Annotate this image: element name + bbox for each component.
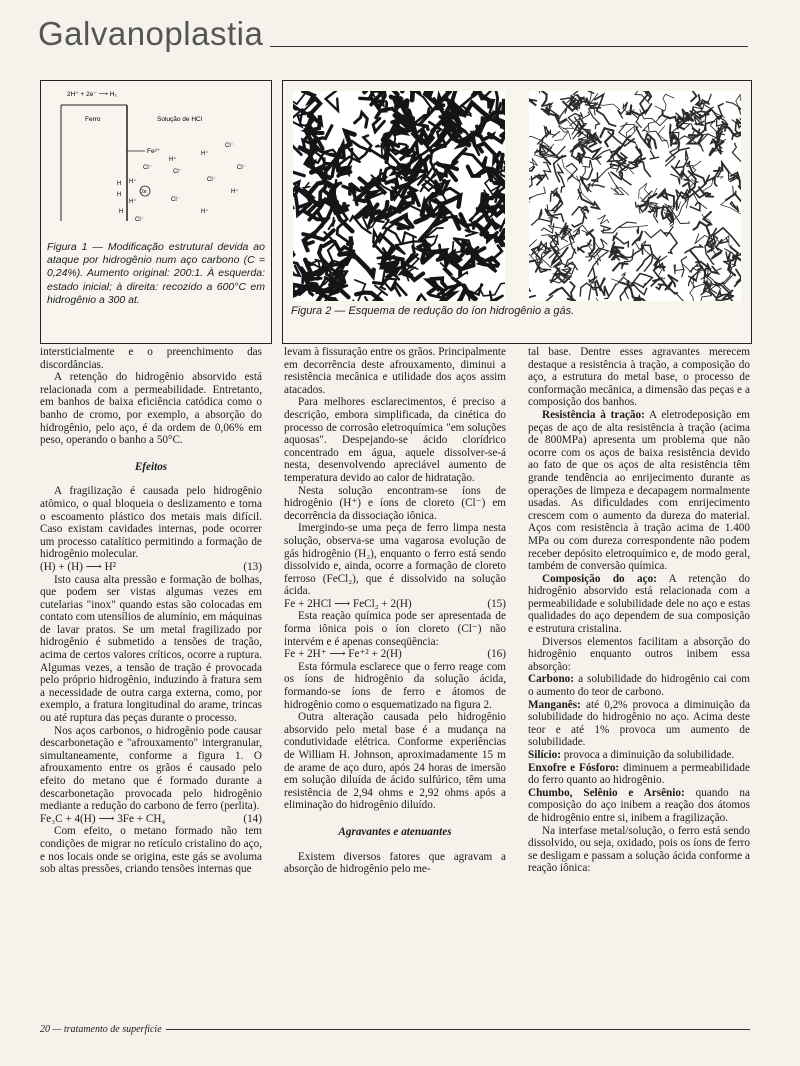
equation-number: (13) — [243, 560, 262, 573]
subheading: Composição do aço: — [542, 572, 657, 585]
cl-minus-2: Cl⁻ — [143, 165, 152, 171]
section-title: Galvanoplastia — [38, 15, 264, 52]
paragraph: Existem diversos fatores que agravam a absorção de hidrogênio pelo me- — [284, 850, 506, 876]
equation-15 — [284, 598, 506, 611]
grain-boundary — [352, 141, 382, 157]
grain-boundary — [355, 113, 368, 128]
grain-boundary — [454, 214, 466, 229]
paragraph: Para melhores esclarecimentos, é preciso a descrição, embora simplificada, da cinética do processo de corrosão eletroquímica "em soluções aquosas". Despejando-se ácido clorídrico concentrado em água, aquele dissolver-se-á nesta, desenvolvendo apreciável aumento de temperatura devido ao calor de hidratação. — [284, 396, 506, 484]
paragraph: A retenção do hidrogênio absorvido está relacionada com a permeabilidade. Entretanto, em banhos de baixa eficiência catódica como o banho de cromo, por exemplo, a absorção do hidrogênio, pelo aço, é da ordem de 0,06% em peso, operando o banho a 50°C. — [40, 371, 262, 447]
paragraph: levam à fissuração entre os grãos. Principalmente em decorrência deste afrouxamento, diminui a resistência mecânica e utilidade dos aços assim atacados. — [284, 346, 506, 396]
paragraph: Diversos elementos facilitam a absorção do hidrogênio enquanto outros inibem essa absorção: — [528, 635, 750, 673]
paragraph-text: A retenção do hidrogênio absorvido está relacionada com a permeabilidade e solubilidade dele no aço e estas qualidades do aço dependem de sua composição e estrutura cristalina. — [528, 572, 750, 636]
element-text: provoca a diminuição da solubilidade. — [560, 749, 735, 761]
page-footer — [40, 1024, 750, 1035]
h-atom-1: H — [117, 181, 122, 187]
grain-boundary — [562, 159, 573, 182]
footer-rule — [166, 1029, 750, 1030]
grain-boundary — [329, 218, 335, 229]
fe-ion-label: Fe²⁺ — [147, 148, 161, 155]
h-atom-3: H — [119, 209, 124, 215]
grain-boundary — [690, 281, 695, 301]
grain-boundary — [598, 215, 609, 224]
cl-minus-3: Cl⁻ — [173, 169, 182, 175]
equation-text: Fe₃C + 4(H) ⟶ 3Fe + CH₄ — [40, 812, 166, 825]
cl-minus-4: Cl⁻ — [237, 165, 246, 171]
grain-boundary — [536, 262, 547, 272]
text-column-3 — [528, 346, 750, 875]
figure-1-caption: Figura 1 — Modificação estrutural devida ao ataque por hidrogênio num aço carbono (C = 0,24%). Aumento original: 200:1. À esquerda: estado inicial; à direita: recozido a 600°C em hidrogênio a 300 at. — [47, 241, 265, 306]
equation-number: (16) — [487, 648, 506, 661]
grain-boundary — [529, 97, 536, 106]
grain-boundary — [452, 149, 466, 166]
grain-boundary — [489, 131, 505, 142]
h-plus-2: H⁺ — [201, 151, 209, 157]
h-plus-3: H⁺ — [129, 179, 137, 185]
grain-boundary — [504, 99, 505, 121]
element-entry-enxofre-fosforo — [528, 762, 750, 787]
grain-boundary — [618, 102, 628, 118]
subheading: Resistência à tração: — [542, 408, 645, 421]
grain-boundary — [481, 270, 505, 296]
grain-boundary — [373, 118, 384, 131]
grain-boundary — [559, 256, 576, 274]
element-text: quando na composição do aço inibem a reação dos átomos de hidrogênio entre si, inibem a fragilização. — [528, 786, 750, 824]
grain-boundary — [530, 158, 538, 166]
grain-boundary — [573, 91, 593, 95]
figure-1-box — [40, 80, 272, 344]
page-header — [38, 14, 748, 54]
h-plus-4: H⁺ — [129, 199, 137, 205]
grain-boundary — [529, 274, 530, 294]
grain-boundary — [601, 226, 611, 232]
paragraph: Esta reação química pode ser apresentada de forma iônica pois o íon cloreto (Cl⁻) não intervém e é apenas conseqüência: — [284, 610, 506, 648]
element-name: Chumbo, Selênio e Arsênio: — [528, 786, 685, 799]
cl-minus-1: Cl⁻ — [225, 143, 234, 149]
equation-text: (H) + (H) ⟶ H² — [40, 560, 117, 573]
paragraph: Na interfase metal/solução, o ferro está sendo dissolvido, ou seja, oxidado, pois os íons de ferro se desligam e passam a solução ácida conforme a reação iônica: — [528, 824, 750, 875]
grain-boundary — [408, 91, 418, 100]
text-column-2 — [284, 346, 506, 876]
grain-boundary — [393, 216, 412, 229]
figure-2-box — [282, 80, 752, 344]
grain-boundary — [490, 292, 504, 301]
grain-boundary — [591, 173, 598, 182]
grain-boundary — [726, 102, 741, 114]
grain-boundary — [583, 160, 593, 169]
grain-boundary — [581, 169, 592, 180]
micrograph-annealed — [529, 91, 741, 301]
h-plus-6: H⁺ — [201, 209, 209, 215]
paragraph: Imergindo-se uma peça de ferro limpa nesta solução, observa-se uma vagarosa evolução de gás hidrogênio (H₂), enquanto o ferro está sendo dissolvido e, ainda, ocorre a formação de cloreto ferroso (FeCl₂), que é dissolvido na solução ácida. — [284, 522, 506, 598]
grain-boundary — [537, 91, 547, 106]
grain-boundary — [655, 94, 674, 111]
grain-boundary — [735, 270, 741, 287]
grain-boundary — [353, 280, 365, 301]
grain-boundary — [657, 190, 674, 206]
figure-2-caption: Figura 2 — Esquema de redução do íon hidrogênio a gás. — [291, 305, 575, 317]
element-entry-carbono — [528, 673, 750, 698]
paragraph: Isto causa alta pressão e formação de bolhas, que podem ser vistas algumas vezes em cutelarias "inox" quando estas são colocadas em contato com utensílios de alumínio, em máquinas de lavar pratos. Se um metal fragilizado por hidrogênio é submetido a tensões de tração, acima de certos valores críticos, ocorre a ruptura. Algumas vezes, a tensão de tração é provocada pelo próprio hidrogênio, induzindo à fratura sem a necessidade de outra carga externa, como, por exemplo, a fratura longitudinal do arame, trincas ou até ruptura das peças durante o processo. — [40, 573, 262, 725]
grain-boundary — [672, 166, 690, 180]
grain-boundary — [326, 91, 338, 111]
grain-boundary — [650, 151, 659, 159]
element-entry-chumbo-selenio-arsenio — [528, 787, 750, 825]
cl-minus-5: Cl⁻ — [207, 177, 216, 183]
grain-boundary — [666, 143, 680, 166]
paragraph — [528, 409, 750, 573]
grain-boundary — [620, 226, 648, 228]
element-entry-silicio — [528, 749, 750, 762]
element-text: a solubilidade do hidrogênio cai com o aumento do teor de carbono. — [528, 673, 750, 699]
grain-boundary — [414, 295, 425, 301]
grain-boundary — [572, 206, 589, 218]
equation-14 — [40, 813, 262, 826]
grain-boundary — [713, 228, 739, 246]
grain-boundary — [645, 227, 673, 238]
cl-minus-7: Cl⁻ — [135, 217, 144, 223]
grain-boundary — [613, 233, 628, 247]
equation-16 — [284, 648, 506, 661]
element-name: Carbono: — [528, 673, 574, 686]
equation-number: (14) — [243, 812, 262, 825]
element-text: diminuem a permeabilidade do ferro quanto ao hidrogênio. — [528, 761, 750, 787]
hydrogen-reduction-diagram — [41, 81, 271, 241]
paragraph: Outra alteração causada pelo hidrogênio absorvido pelo metal base é a mudança na condutividade elétrica. Conforme experiências de William H. Johnson, aproximadamente 15 m de arame de aço duro, após 24 horas de imersão em solução diluída de ácido sulfúrico, têm uma resistência de 2,94 ohms e 2,92 ohms após a eliminação do hidrogênio diluído. — [284, 711, 506, 812]
grain-boundary — [637, 228, 638, 234]
equation-number: (15) — [487, 597, 506, 610]
grain-boundary — [600, 128, 613, 146]
element-name: Enxofre e Fósforo: — [528, 761, 620, 774]
grain-boundary — [674, 264, 683, 274]
grain-boundary — [685, 245, 702, 253]
grain-boundary — [690, 203, 700, 211]
paragraph: A fragilização é causada pelo hidrogênio atômico, o qual bloqueia o deslizamento e torna o escoamento plástico dos metais mais difícil. Caso existam cavidades internas, pode ocorrer um processo catalítico permitindo a formação de hidrogênio molecular. — [40, 485, 262, 561]
grain-boundary — [532, 175, 545, 185]
element-name: Silício: — [528, 749, 561, 761]
paragraph: Com efeito, o metano formado não tem condições de migrar no retículo cristalino do aço, e nos locais onde se origina, este gás se avoluma sob altas pressões, criando tensões internas que — [40, 825, 262, 876]
header-rule — [270, 46, 748, 47]
grain-boundary — [539, 251, 551, 269]
iron-label: Ferro — [85, 116, 101, 123]
text-column-1 — [40, 346, 262, 876]
footer-text: 20 — tratamento de superfície — [40, 1024, 162, 1035]
grain-boundary — [644, 255, 660, 272]
grain-boundary — [613, 263, 628, 271]
grain-boundary — [529, 136, 548, 145]
h-plus-5: H⁺ — [231, 189, 239, 195]
equation-text: Fe + 2H⁺ ⟶ Fe⁺² + 2(H) — [284, 648, 402, 661]
grain-boundary — [529, 197, 532, 210]
paragraph: Nos aços carbonos, o hidrogênio pode causar descarbonetação e "afrouxamento" intergranular, simultaneamente, conforme a figura 1. O afrouxamento entre os grãos é causado pelo efeito do metano que é formado durante a descarbonetação provocada pelo hidrogênio mediante a redução do carbono de ferro (perlita). — [40, 724, 262, 813]
grain-boundary — [596, 298, 601, 301]
solution-label: Solução de HCl — [157, 116, 203, 123]
element-text: até 0,2% provoca a diminuição da solubilidade do hidrogênio no aço. Acima deste teor e até 1% provoca um aumento de solubilidade. — [528, 698, 750, 749]
electron-label: 2e — [141, 189, 147, 195]
grain-boundary — [293, 246, 300, 276]
paragraph: intersticialmente e o preenchimento das discordâncias. — [40, 346, 262, 371]
paragraph: Esta fórmula esclarece que o ferro reage com os íons de hidrogênio da solução ácida, formando-se íons de ferro e átomos de hidrogênio como o esquematizado na figura 2. — [284, 660, 506, 711]
h-plus-1: H⁺ — [169, 157, 177, 163]
section-heading-efeitos: Efeitos — [134, 460, 168, 473]
grain-boundary — [293, 256, 303, 282]
paragraph — [528, 573, 750, 636]
grain-boundary — [551, 246, 568, 264]
element-name: Manganês: — [528, 698, 581, 711]
equation-13 — [40, 561, 262, 574]
element-entry-manganes — [528, 699, 750, 749]
grain-boundary — [732, 143, 741, 162]
grain-boundary — [546, 236, 558, 251]
grain-boundary — [648, 114, 662, 130]
grain-boundary — [714, 163, 729, 172]
section-heading-agravantes: Agravantes e atenuantes — [338, 825, 452, 838]
paragraph: Nesta solução encontram-se íons de hidrogênio (H⁺) e íons de cloreto (Cl⁻) em decorrência da dissociação iônica. — [284, 484, 506, 522]
reaction-label: 2H⁺ + 2e⁻ ⟶ H₂ — [67, 91, 117, 98]
equation-text: Fe + 2HCl ⟶ FeCl₂ + 2(H) — [284, 597, 412, 610]
grain-boundary — [634, 274, 653, 288]
grain-boundary — [732, 122, 741, 139]
grain-boundary — [617, 280, 628, 301]
grain-boundary — [529, 261, 536, 274]
cl-minus-6: Cl⁻ — [171, 197, 180, 203]
h-atom-2: H — [117, 192, 122, 198]
micrograph-initial-state — [293, 91, 505, 301]
grain-boundary — [529, 176, 532, 198]
paragraph: tal base. Dentre esses agravantes merecem destaque a resistência à tração, a composição do aço, a estrutura do metal base, o processo de conformação mecânica, a dimensão das peças e a composição dos banhos. — [528, 346, 750, 409]
grain-boundary — [478, 144, 500, 161]
paragraph-text: A eletrodeposição em peças de aço de alta resistência à tração (acima de 800MPa) apresenta um problema que não ocorre com os aços de baixa resistência devido ao fato de que os aços de alta resistência têm grande tendência ao enrijecimento durante as operações de limpeza e decapagem normalmente usadas. As dificuldades com enrijecimento crescem com o aumento da dureza do material. Aços com resistência à tração acima de 1.400 MPa ou com dureza correspondente não podem receber depósito eletroquímico e, de modo geral, também de conversão química. — [528, 408, 751, 573]
grain-boundary — [530, 187, 545, 198]
